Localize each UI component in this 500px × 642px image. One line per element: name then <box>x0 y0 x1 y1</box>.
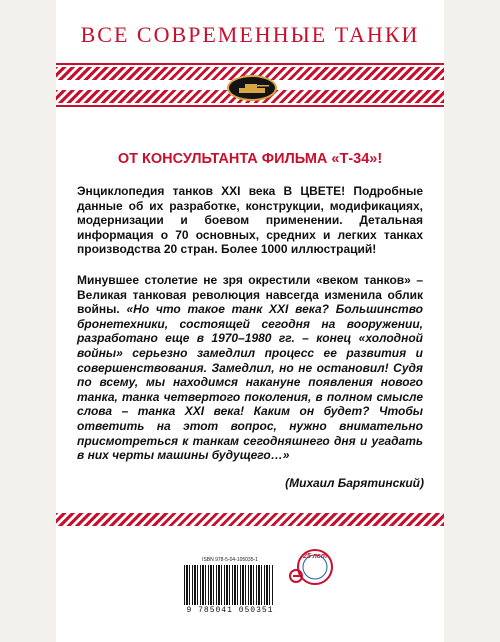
band-line <box>56 105 444 107</box>
barcode-icon <box>184 565 274 605</box>
barcode-number: 9 785041 050351 <box>186 606 274 615</box>
publisher-anniversary-badge: 25 лет <box>302 553 328 560</box>
band-line <box>56 63 444 65</box>
series-title: ВСЕ СОВРЕМЕННЫЕ ТАНКИ <box>80 22 420 47</box>
author-signature: (Михаил Барятинский) <box>285 476 424 490</box>
isbn-label: ISBN 978-5-04-105035-1 <box>202 557 258 563</box>
tank-emblem-icon <box>227 75 277 101</box>
description-paragraph: Энциклопедия танков XXI века В ЦВЕТЕ! Подробные данные об их разработке, конструкции, модификациях, модернизации и боевом применении. Детальная информация о 70 основных, средних и легких танках производства 20 стран. Более 1000 иллюстраций! <box>77 184 423 257</box>
headline: ОТ КОНСУЛЬТАНТА ФИЛЬМА «Т-34»! <box>117 151 383 167</box>
quote-paragraph <box>77 273 423 463</box>
band-stripes <box>56 513 444 526</box>
decorative-band-bottom <box>56 513 444 527</box>
paragraph-lead: Минувшее столетие не зря окрестили «веком танков» – Великая танковая революция навсегда изменила облик войны. <box>77 273 423 317</box>
paragraph-quote: «Но что такое танк XXI века? Большинство бронетехники, состоящей сегодня на вооружении, разработано еще в 1970–1980 гг. – конец «холодной войны» серьезно замедлил процесс ее развития и совершенствования. Замедлил, но не остановил! Судя по всему, мы находимся накануне появления нового танка, танка четвертого поколения, в полном смысле слова – танка XXI века! Каким он будет? Чтобы ответить на этот вопрос, нужно внимательно присмотреться к танкам сегодняшнего дня и угадать в них черты машины будущего…» <box>77 302 423 463</box>
